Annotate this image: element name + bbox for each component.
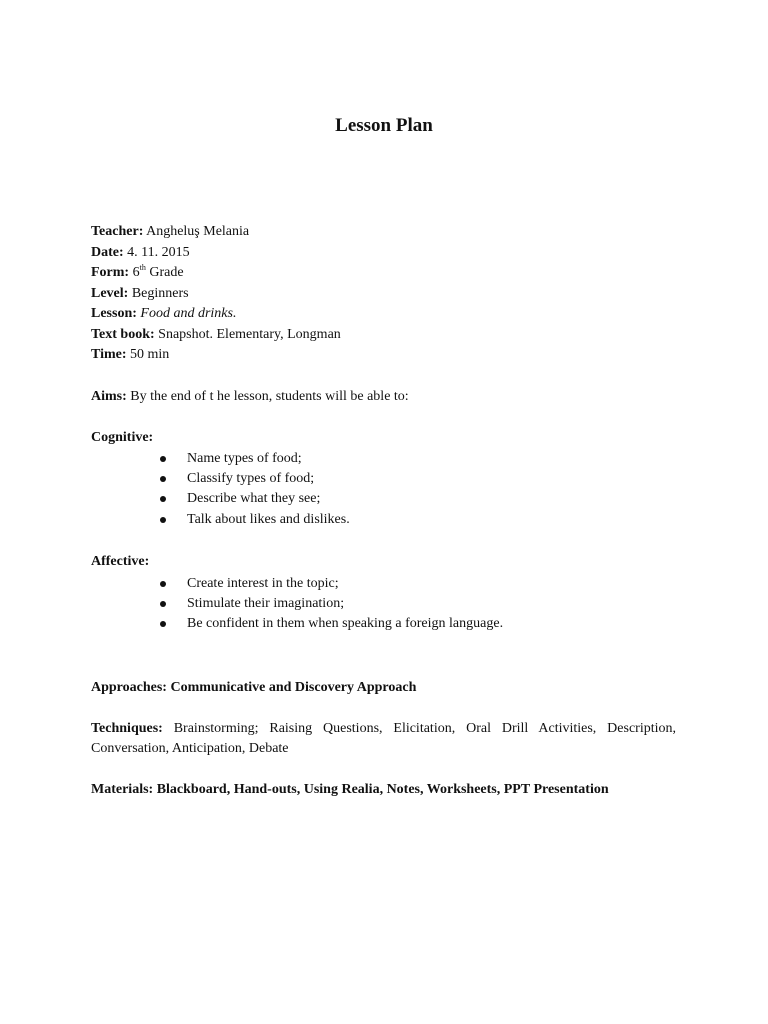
form-number: 6 [132,265,140,280]
list-item-text: Create interest in the topic; [187,576,339,591]
form-line [91,264,184,282]
aims-label: Aims: [91,389,127,404]
cognitive-heading: Cognitive: [91,430,154,445]
aims-text: By the end of t he lesson, students will be able to: [130,389,409,404]
textbook-value: Snapshot. Elementary, Longman [158,327,341,342]
list-item-text: Name types of food; [187,451,302,466]
page-title: Lesson Plan [335,115,433,136]
techniques-label: Techniques: [91,721,163,736]
materials-label: Materials: [91,782,154,797]
level-label: Level: [91,286,129,301]
level-line [91,285,189,303]
bullet-icon [160,476,166,482]
date-line [91,244,190,262]
date-label: Date: [91,245,124,260]
bullet-icon [160,621,166,627]
form-grade: Grade [149,265,184,280]
materials-line [91,781,609,799]
date-value: 4. 11. 2015 [127,245,190,260]
affective-heading: Affective: [91,554,150,569]
techniques-text-1: Brainstorming; Raising Questions, Elicitation, Oral Drill Activities, Description, [173,721,676,736]
lesson-line [91,305,236,323]
form-ordinal-suffix: th [139,263,146,272]
textbook-line [91,326,341,344]
textbook-label: Text book: [91,327,155,342]
teacher-label: Teacher: [91,224,144,239]
teacher-value: Angheluş Melania [146,224,250,239]
level-value: Beginners [131,286,189,301]
approaches-line [91,679,416,697]
lesson-label: Lesson: [91,306,137,321]
list-item-text: Classify types of food; [187,471,315,486]
bullet-icon [160,496,166,502]
list-item-text: Be confident in them when speaking a foreign language. [187,616,504,631]
list-item-text: Stimulate their imagination; [187,596,345,611]
techniques-line-1 [91,719,676,739]
materials-text: Blackboard, Hand-outs, Using Realia, Notes, Worksheets, PPT Presentation [156,782,609,797]
form-label: Form: [91,265,130,280]
time-line [91,346,169,364]
approaches-text: Communicative and Discovery Approach [170,680,417,695]
time-value: 50 min [130,347,170,362]
list-item-text: Describe what they see; [187,491,321,506]
teacher-line [91,223,249,241]
bullet-icon [160,581,166,587]
techniques-text-2: Conversation, Anticipation, Debate [91,741,289,756]
list-item-text: Talk about likes and dislikes. [187,512,350,527]
bullet-icon [160,601,166,607]
bullet-icon [160,456,166,462]
lesson-value: Food and drinks. [140,306,237,321]
aims-line [91,388,409,406]
time-label: Time: [91,347,127,362]
approaches-label: Approaches: [91,680,167,695]
bullet-icon [160,517,166,523]
techniques-paragraph [91,719,676,759]
